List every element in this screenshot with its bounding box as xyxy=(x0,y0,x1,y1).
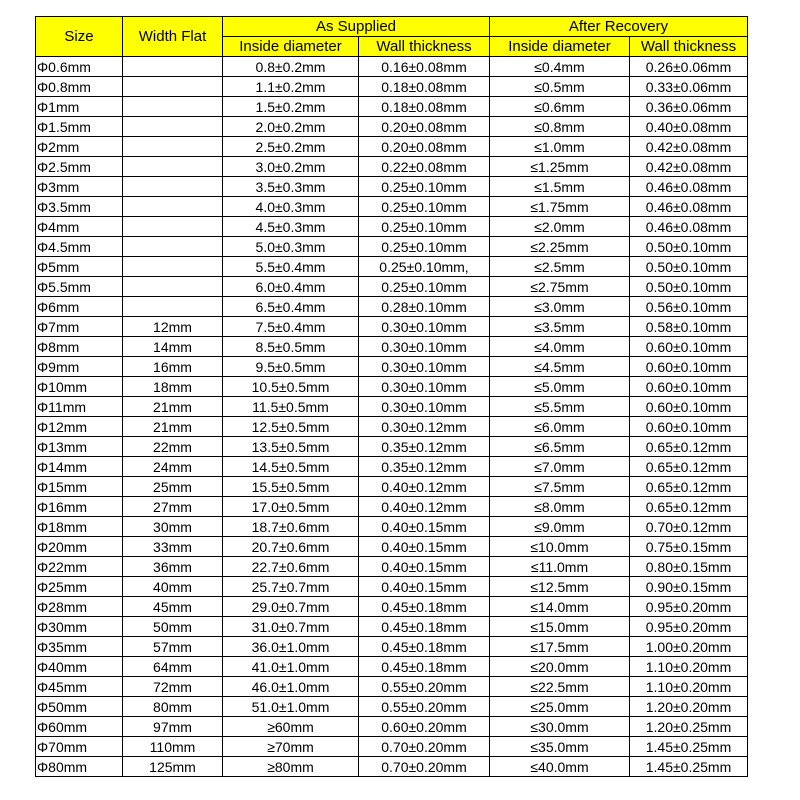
cell-width-flat: 12mm xyxy=(123,317,223,337)
cell-size: Φ3mm xyxy=(36,177,123,197)
cell-after-recovery-inside-diameter: ≤2.25mm xyxy=(490,237,630,257)
cell-width-flat: 97mm xyxy=(123,717,223,737)
cell-size: Φ15mm xyxy=(36,477,123,497)
cell-width-flat: 36mm xyxy=(123,557,223,577)
cell-as-supplied-wall-thickness: 0.60±0.20mm xyxy=(359,717,490,737)
cell-after-recovery-wall-thickness: 0.75±0.15mm xyxy=(630,537,748,557)
header-after-recovery: After Recovery xyxy=(490,17,748,37)
cell-size: Φ10mm xyxy=(36,377,123,397)
table-row xyxy=(36,217,748,237)
cell-as-supplied-wall-thickness: 0.30±0.10mm xyxy=(359,397,490,417)
cell-as-supplied-wall-thickness: 0.28±0.10mm xyxy=(359,297,490,317)
cell-width-flat: 21mm xyxy=(123,417,223,437)
cell-as-supplied-inside-diameter: 5.0±0.3mm xyxy=(223,237,359,257)
cell-as-supplied-inside-diameter: 15.5±0.5mm xyxy=(223,477,359,497)
cell-after-recovery-wall-thickness: 1.45±0.25mm xyxy=(630,737,748,757)
cell-after-recovery-inside-diameter: ≤4.5mm xyxy=(490,357,630,377)
cell-as-supplied-wall-thickness: 0.35±0.12mm xyxy=(359,457,490,477)
cell-size: Φ80mm xyxy=(36,757,123,777)
cell-as-supplied-inside-diameter: 6.5±0.4mm xyxy=(223,297,359,317)
cell-size: Φ9mm xyxy=(36,357,123,377)
table-row xyxy=(36,657,748,677)
cell-as-supplied-inside-diameter: 29.0±0.7mm xyxy=(223,597,359,617)
cell-as-supplied-inside-diameter: 11.5±0.5mm xyxy=(223,397,359,417)
cell-after-recovery-wall-thickness: 1.20±0.25mm xyxy=(630,717,748,737)
header-after-recovery-inside-diameter: Inside diameter xyxy=(490,37,630,57)
table-row xyxy=(36,457,748,477)
cell-width-flat: 21mm xyxy=(123,397,223,417)
table-row xyxy=(36,57,748,77)
cell-width-flat: 57mm xyxy=(123,637,223,657)
cell-after-recovery-wall-thickness: 0.65±0.12mm xyxy=(630,477,748,497)
cell-as-supplied-inside-diameter: 22.7±0.6mm xyxy=(223,557,359,577)
cell-after-recovery-inside-diameter: ≤0.6mm xyxy=(490,97,630,117)
cell-size: Φ0.8mm xyxy=(36,77,123,97)
cell-as-supplied-inside-diameter: 46.0±1.0mm xyxy=(223,677,359,697)
cell-after-recovery-inside-diameter: ≤2.5mm xyxy=(490,257,630,277)
spec-table-container xyxy=(35,16,748,777)
cell-as-supplied-wall-thickness: 0.20±0.08mm xyxy=(359,137,490,157)
cell-width-flat: 16mm xyxy=(123,357,223,377)
cell-size: Φ60mm xyxy=(36,717,123,737)
cell-as-supplied-inside-diameter: 51.0±1.0mm xyxy=(223,697,359,717)
cell-as-supplied-inside-diameter: 25.7±0.7mm xyxy=(223,577,359,597)
cell-as-supplied-wall-thickness: 0.25±0.10mm xyxy=(359,237,490,257)
cell-size: Φ22mm xyxy=(36,557,123,577)
table-row xyxy=(36,357,748,377)
cell-after-recovery-wall-thickness: 0.70±0.12mm xyxy=(630,517,748,537)
cell-as-supplied-inside-diameter: 41.0±1.0mm xyxy=(223,657,359,677)
cell-size: Φ45mm xyxy=(36,677,123,697)
cell-after-recovery-wall-thickness: 1.45±0.25mm xyxy=(630,757,748,777)
cell-after-recovery-inside-diameter: ≤7.0mm xyxy=(490,457,630,477)
cell-width-flat: 22mm xyxy=(123,437,223,457)
cell-width-flat: 25mm xyxy=(123,477,223,497)
cell-as-supplied-inside-diameter: 0.8±0.2mm xyxy=(223,57,359,77)
header-row-top xyxy=(36,17,748,37)
cell-as-supplied-wall-thickness: 0.70±0.20mm xyxy=(359,757,490,777)
table-row xyxy=(36,157,748,177)
cell-after-recovery-wall-thickness: 0.60±0.10mm xyxy=(630,357,748,377)
table-row xyxy=(36,317,748,337)
spec-table xyxy=(35,16,748,777)
cell-size: Φ6mm xyxy=(36,297,123,317)
cell-as-supplied-inside-diameter: 6.0±0.4mm xyxy=(223,277,359,297)
cell-as-supplied-inside-diameter: 7.5±0.4mm xyxy=(223,317,359,337)
cell-as-supplied-inside-diameter: 4.5±0.3mm xyxy=(223,217,359,237)
header-size: Size xyxy=(36,17,123,57)
cell-as-supplied-inside-diameter: 12.5±0.5mm xyxy=(223,417,359,437)
cell-as-supplied-inside-diameter: ≥80mm xyxy=(223,757,359,777)
cell-after-recovery-wall-thickness: 0.42±0.08mm xyxy=(630,137,748,157)
cell-after-recovery-inside-diameter: ≤25.0mm xyxy=(490,697,630,717)
cell-after-recovery-wall-thickness: 1.10±0.20mm xyxy=(630,677,748,697)
table-row xyxy=(36,637,748,657)
cell-as-supplied-inside-diameter: 5.5±0.4mm xyxy=(223,257,359,277)
table-row xyxy=(36,577,748,597)
table-row xyxy=(36,177,748,197)
table-row xyxy=(36,757,748,777)
cell-after-recovery-inside-diameter: ≤30.0mm xyxy=(490,717,630,737)
table-row xyxy=(36,737,748,757)
cell-width-flat xyxy=(123,237,223,257)
table-row xyxy=(36,497,748,517)
table-row xyxy=(36,437,748,457)
cell-after-recovery-inside-diameter: ≤17.5mm xyxy=(490,637,630,657)
cell-size: Φ5.5mm xyxy=(36,277,123,297)
cell-after-recovery-wall-thickness: 1.00±0.20mm xyxy=(630,637,748,657)
cell-after-recovery-wall-thickness: 0.33±0.06mm xyxy=(630,77,748,97)
cell-size: Φ16mm xyxy=(36,497,123,517)
cell-as-supplied-inside-diameter: 4.0±0.3mm xyxy=(223,197,359,217)
cell-after-recovery-inside-diameter: ≤4.0mm xyxy=(490,337,630,357)
table-row xyxy=(36,417,748,437)
cell-size: Φ35mm xyxy=(36,637,123,657)
cell-as-supplied-wall-thickness: 0.30±0.10mm xyxy=(359,337,490,357)
cell-as-supplied-inside-diameter: 36.0±1.0mm xyxy=(223,637,359,657)
cell-as-supplied-inside-diameter: 1.5±0.2mm xyxy=(223,97,359,117)
cell-as-supplied-wall-thickness: 0.40±0.12mm xyxy=(359,497,490,517)
cell-after-recovery-inside-diameter: ≤1.75mm xyxy=(490,197,630,217)
cell-width-flat: 64mm xyxy=(123,657,223,677)
cell-size: Φ25mm xyxy=(36,577,123,597)
cell-after-recovery-wall-thickness: 0.60±0.10mm xyxy=(630,337,748,357)
cell-as-supplied-wall-thickness: 0.40±0.12mm xyxy=(359,477,490,497)
table-row xyxy=(36,97,748,117)
cell-after-recovery-inside-diameter: ≤1.5mm xyxy=(490,177,630,197)
header-as-supplied: As Supplied xyxy=(223,17,490,37)
cell-width-flat: 45mm xyxy=(123,597,223,617)
table-row xyxy=(36,117,748,137)
cell-width-flat: 27mm xyxy=(123,497,223,517)
cell-after-recovery-wall-thickness: 0.46±0.08mm xyxy=(630,197,748,217)
cell-width-flat xyxy=(123,257,223,277)
cell-size: Φ50mm xyxy=(36,697,123,717)
cell-as-supplied-wall-thickness: 0.18±0.08mm xyxy=(359,97,490,117)
cell-size: Φ20mm xyxy=(36,537,123,557)
table-row xyxy=(36,77,748,97)
cell-as-supplied-inside-diameter: 10.5±0.5mm xyxy=(223,377,359,397)
cell-after-recovery-wall-thickness: 0.80±0.15mm xyxy=(630,557,748,577)
cell-after-recovery-inside-diameter: ≤2.0mm xyxy=(490,217,630,237)
cell-after-recovery-wall-thickness: 0.65±0.12mm xyxy=(630,497,748,517)
cell-as-supplied-wall-thickness: 0.16±0.08mm xyxy=(359,57,490,77)
cell-width-flat xyxy=(123,277,223,297)
table-row xyxy=(36,197,748,217)
cell-size: Φ5mm xyxy=(36,257,123,277)
cell-size: Φ2.5mm xyxy=(36,157,123,177)
cell-after-recovery-inside-diameter: ≤14.0mm xyxy=(490,597,630,617)
cell-after-recovery-inside-diameter: ≤0.4mm xyxy=(490,57,630,77)
cell-as-supplied-wall-thickness: 0.45±0.18mm xyxy=(359,617,490,637)
cell-width-flat xyxy=(123,117,223,137)
cell-as-supplied-wall-thickness: 0.40±0.15mm xyxy=(359,517,490,537)
cell-after-recovery-inside-diameter: ≤12.5mm xyxy=(490,577,630,597)
cell-as-supplied-inside-diameter: 17.0±0.5mm xyxy=(223,497,359,517)
cell-as-supplied-wall-thickness: 0.70±0.20mm xyxy=(359,737,490,757)
cell-as-supplied-wall-thickness: 0.40±0.15mm xyxy=(359,537,490,557)
cell-after-recovery-wall-thickness: 1.10±0.20mm xyxy=(630,657,748,677)
cell-size: Φ18mm xyxy=(36,517,123,537)
cell-size: Φ4.5mm xyxy=(36,237,123,257)
cell-after-recovery-inside-diameter: ≤9.0mm xyxy=(490,517,630,537)
cell-size: Φ0.6mm xyxy=(36,57,123,77)
cell-after-recovery-inside-diameter: ≤1.25mm xyxy=(490,157,630,177)
cell-as-supplied-wall-thickness: 0.55±0.20mm xyxy=(359,697,490,717)
cell-as-supplied-inside-diameter: 9.5±0.5mm xyxy=(223,357,359,377)
table-row xyxy=(36,477,748,497)
cell-as-supplied-wall-thickness: 0.40±0.15mm xyxy=(359,577,490,597)
cell-after-recovery-inside-diameter: ≤6.5mm xyxy=(490,437,630,457)
cell-as-supplied-inside-diameter: 3.5±0.3mm xyxy=(223,177,359,197)
header-as-supplied-inside-diameter: Inside diameter xyxy=(223,37,359,57)
cell-after-recovery-inside-diameter: ≤6.0mm xyxy=(490,417,630,437)
cell-width-flat: 110mm xyxy=(123,737,223,757)
table-row xyxy=(36,517,748,537)
cell-width-flat xyxy=(123,57,223,77)
cell-after-recovery-wall-thickness: 0.60±0.10mm xyxy=(630,377,748,397)
header-after-recovery-wall-thickness: Wall thickness xyxy=(630,37,748,57)
cell-after-recovery-wall-thickness: 0.95±0.20mm xyxy=(630,597,748,617)
cell-width-flat xyxy=(123,177,223,197)
table-row xyxy=(36,617,748,637)
cell-after-recovery-wall-thickness: 0.60±0.10mm xyxy=(630,417,748,437)
cell-as-supplied-inside-diameter: ≥60mm xyxy=(223,717,359,737)
cell-width-flat xyxy=(123,197,223,217)
cell-width-flat: 33mm xyxy=(123,537,223,557)
cell-size: Φ13mm xyxy=(36,437,123,457)
cell-width-flat: 40mm xyxy=(123,577,223,597)
table-row xyxy=(36,537,748,557)
cell-size: Φ70mm xyxy=(36,737,123,757)
cell-size: Φ2mm xyxy=(36,137,123,157)
cell-width-flat: 50mm xyxy=(123,617,223,637)
cell-as-supplied-wall-thickness: 0.40±0.15mm xyxy=(359,557,490,577)
cell-as-supplied-inside-diameter: 2.5±0.2mm xyxy=(223,137,359,157)
cell-after-recovery-wall-thickness: 0.42±0.08mm xyxy=(630,157,748,177)
cell-after-recovery-wall-thickness: 1.20±0.20mm xyxy=(630,697,748,717)
cell-as-supplied-wall-thickness: 0.18±0.08mm xyxy=(359,77,490,97)
cell-size: Φ30mm xyxy=(36,617,123,637)
cell-size: Φ3.5mm xyxy=(36,197,123,217)
cell-as-supplied-inside-diameter: 3.0±0.2mm xyxy=(223,157,359,177)
cell-after-recovery-inside-diameter: ≤15.0mm xyxy=(490,617,630,637)
cell-width-flat xyxy=(123,77,223,97)
cell-size: Φ1mm xyxy=(36,97,123,117)
cell-after-recovery-wall-thickness: 0.65±0.12mm xyxy=(630,457,748,477)
cell-as-supplied-wall-thickness: 0.30±0.10mm xyxy=(359,317,490,337)
cell-after-recovery-wall-thickness: 0.26±0.06mm xyxy=(630,57,748,77)
table-row xyxy=(36,717,748,737)
cell-width-flat: 30mm xyxy=(123,517,223,537)
cell-size: Φ1.5mm xyxy=(36,117,123,137)
cell-after-recovery-inside-diameter: ≤35.0mm xyxy=(490,737,630,757)
cell-as-supplied-wall-thickness: 0.25±0.10mm xyxy=(359,177,490,197)
cell-as-supplied-wall-thickness: 0.30±0.12mm xyxy=(359,417,490,437)
cell-after-recovery-wall-thickness: 0.90±0.15mm xyxy=(630,577,748,597)
cell-after-recovery-inside-diameter: ≤20.0mm xyxy=(490,657,630,677)
cell-width-flat: 18mm xyxy=(123,377,223,397)
cell-after-recovery-inside-diameter: ≤8.0mm xyxy=(490,497,630,517)
cell-size: Φ28mm xyxy=(36,597,123,617)
cell-after-recovery-inside-diameter: ≤11.0mm xyxy=(490,557,630,577)
cell-after-recovery-inside-diameter: ≤40.0mm xyxy=(490,757,630,777)
cell-as-supplied-inside-diameter: 20.7±0.6mm xyxy=(223,537,359,557)
cell-width-flat: 125mm xyxy=(123,757,223,777)
cell-as-supplied-wall-thickness: 0.25±0.10mm xyxy=(359,217,490,237)
cell-as-supplied-wall-thickness: 0.55±0.20mm xyxy=(359,677,490,697)
cell-after-recovery-wall-thickness: 0.36±0.06mm xyxy=(630,97,748,117)
cell-after-recovery-wall-thickness: 0.50±0.10mm xyxy=(630,277,748,297)
table-row xyxy=(36,257,748,277)
table-row xyxy=(36,597,748,617)
cell-as-supplied-inside-diameter: 14.5±0.5mm xyxy=(223,457,359,477)
table-row xyxy=(36,697,748,717)
cell-width-flat: 72mm xyxy=(123,677,223,697)
table-header xyxy=(36,17,748,57)
cell-width-flat xyxy=(123,297,223,317)
cell-after-recovery-inside-diameter: ≤22.5mm xyxy=(490,677,630,697)
cell-after-recovery-wall-thickness: 0.50±0.10mm xyxy=(630,257,748,277)
table-row xyxy=(36,397,748,417)
table-row xyxy=(36,677,748,697)
cell-after-recovery-wall-thickness: 0.95±0.20mm xyxy=(630,617,748,637)
cell-after-recovery-wall-thickness: 0.46±0.08mm xyxy=(630,177,748,197)
header-width-flat: Width Flat xyxy=(123,17,223,57)
cell-width-flat: 14mm xyxy=(123,337,223,357)
cell-size: Φ11mm xyxy=(36,397,123,417)
cell-as-supplied-wall-thickness: 0.45±0.18mm xyxy=(359,657,490,677)
cell-size: Φ14mm xyxy=(36,457,123,477)
cell-after-recovery-inside-diameter: ≤7.5mm xyxy=(490,477,630,497)
table-row xyxy=(36,137,748,157)
table-row xyxy=(36,337,748,357)
cell-after-recovery-wall-thickness: 0.65±0.12mm xyxy=(630,437,748,457)
cell-after-recovery-inside-diameter: ≤3.5mm xyxy=(490,317,630,337)
cell-after-recovery-wall-thickness: 0.40±0.08mm xyxy=(630,117,748,137)
cell-after-recovery-inside-diameter: ≤1.0mm xyxy=(490,137,630,157)
cell-after-recovery-wall-thickness: 0.46±0.08mm xyxy=(630,217,748,237)
cell-as-supplied-inside-diameter: 31.0±0.7mm xyxy=(223,617,359,637)
cell-after-recovery-inside-diameter: ≤0.8mm xyxy=(490,117,630,137)
cell-width-flat xyxy=(123,97,223,117)
cell-as-supplied-wall-thickness: 0.20±0.08mm xyxy=(359,117,490,137)
cell-after-recovery-wall-thickness: 0.50±0.10mm xyxy=(630,237,748,257)
cell-as-supplied-wall-thickness: 0.25±0.10mm xyxy=(359,277,490,297)
cell-as-supplied-wall-thickness: 0.25±0.10mm xyxy=(359,197,490,217)
cell-as-supplied-inside-diameter: 18.7±0.6mm xyxy=(223,517,359,537)
cell-width-flat xyxy=(123,217,223,237)
cell-size: Φ7mm xyxy=(36,317,123,337)
cell-size: Φ12mm xyxy=(36,417,123,437)
table-row xyxy=(36,237,748,257)
cell-after-recovery-inside-diameter: ≤3.0mm xyxy=(490,297,630,317)
cell-width-flat xyxy=(123,137,223,157)
cell-after-recovery-inside-diameter: ≤5.0mm xyxy=(490,377,630,397)
table-row xyxy=(36,277,748,297)
cell-as-supplied-inside-diameter: 1.1±0.2mm xyxy=(223,77,359,97)
cell-as-supplied-wall-thickness: 0.35±0.12mm xyxy=(359,437,490,457)
cell-after-recovery-inside-diameter: ≤5.5mm xyxy=(490,397,630,417)
cell-width-flat xyxy=(123,157,223,177)
table-row xyxy=(36,377,748,397)
cell-as-supplied-wall-thickness: 0.30±0.10mm xyxy=(359,357,490,377)
cell-as-supplied-inside-diameter: 13.5±0.5mm xyxy=(223,437,359,457)
cell-after-recovery-wall-thickness: 0.56±0.10mm xyxy=(630,297,748,317)
cell-size: Φ4mm xyxy=(36,217,123,237)
cell-after-recovery-inside-diameter: ≤0.5mm xyxy=(490,77,630,97)
header-as-supplied-wall-thickness: Wall thickness xyxy=(359,37,490,57)
table-row xyxy=(36,297,748,317)
table-body xyxy=(36,57,748,777)
table-row xyxy=(36,557,748,577)
cell-as-supplied-wall-thickness: 0.22±0.08mm xyxy=(359,157,490,177)
cell-size: Φ40mm xyxy=(36,657,123,677)
cell-after-recovery-inside-diameter: ≤10.0mm xyxy=(490,537,630,557)
cell-as-supplied-wall-thickness: 0.30±0.10mm xyxy=(359,377,490,397)
cell-after-recovery-wall-thickness: 0.60±0.10mm xyxy=(630,397,748,417)
cell-size: Φ8mm xyxy=(36,337,123,357)
cell-width-flat: 80mm xyxy=(123,697,223,717)
cell-as-supplied-wall-thickness: 0.45±0.18mm xyxy=(359,637,490,657)
cell-width-flat: 24mm xyxy=(123,457,223,477)
cell-as-supplied-wall-thickness: 0.25±0.10mm, xyxy=(359,257,490,277)
cell-after-recovery-wall-thickness: 0.58±0.10mm xyxy=(630,317,748,337)
cell-as-supplied-inside-diameter: 2.0±0.2mm xyxy=(223,117,359,137)
cell-as-supplied-inside-diameter: ≥70mm xyxy=(223,737,359,757)
cell-as-supplied-wall-thickness: 0.45±0.18mm xyxy=(359,597,490,617)
cell-as-supplied-inside-diameter: 8.5±0.5mm xyxy=(223,337,359,357)
cell-after-recovery-inside-diameter: ≤2.75mm xyxy=(490,277,630,297)
